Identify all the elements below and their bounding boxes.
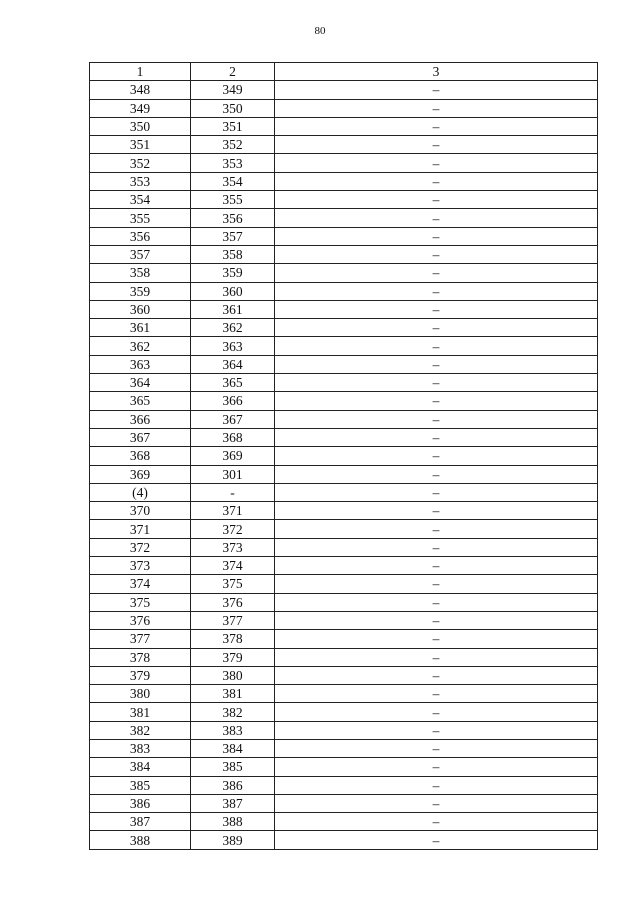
table-cell-col3: – (275, 465, 598, 483)
table-cell-col1: 353 (90, 172, 191, 190)
table-cell-col3: – (275, 136, 598, 154)
table-row (90, 776, 598, 794)
column-header-3: 3 (275, 63, 598, 81)
table-row (90, 410, 598, 428)
table-cell-col1: 369 (90, 465, 191, 483)
table-cell-col2: 372 (191, 520, 275, 538)
table-cell-col2: 364 (191, 355, 275, 373)
table-cell-col3: – (275, 209, 598, 227)
table-cell-col2: 382 (191, 703, 275, 721)
table-row (90, 264, 598, 282)
table-cell-col3: – (275, 666, 598, 684)
table-cell-col2: 363 (191, 337, 275, 355)
table-row (90, 81, 598, 99)
column-header-1: 1 (90, 63, 191, 81)
table-cell-col3: – (275, 575, 598, 593)
table-row (90, 721, 598, 739)
table-cell-col2: 380 (191, 666, 275, 684)
table-row (90, 355, 598, 373)
table-cell-col3: – (275, 172, 598, 190)
table-row (90, 300, 598, 318)
table-row (90, 447, 598, 465)
table-cell-col2: 377 (191, 611, 275, 629)
table-cell-col2: 361 (191, 300, 275, 318)
table-row (90, 813, 598, 831)
table-row (90, 703, 598, 721)
table-row (90, 794, 598, 812)
table-row (90, 502, 598, 520)
table-cell-col3: – (275, 794, 598, 812)
table-cell-col2: 366 (191, 392, 275, 410)
table-cell-col1: 388 (90, 831, 191, 849)
table-cell-col3: – (275, 355, 598, 373)
table-cell-col3: – (275, 264, 598, 282)
table-cell-col1: 357 (90, 245, 191, 263)
table-cell-col2: 358 (191, 245, 275, 263)
table-cell-col1: 348 (90, 81, 191, 99)
table-row (90, 99, 598, 117)
table-cell-col2: 369 (191, 447, 275, 465)
table-cell-col3: – (275, 721, 598, 739)
table-cell-col2: 357 (191, 227, 275, 245)
table-cell-col3: – (275, 428, 598, 446)
table-cell-col3: – (275, 739, 598, 757)
table-cell-col2: 353 (191, 154, 275, 172)
table-cell-col1: 383 (90, 739, 191, 757)
table-cell-col2: 368 (191, 428, 275, 446)
table-cell-col2: 386 (191, 776, 275, 794)
table-cell-col2: 376 (191, 593, 275, 611)
table-body (90, 81, 598, 849)
table-cell-col3: – (275, 447, 598, 465)
table-row (90, 337, 598, 355)
table-cell-col3: – (275, 813, 598, 831)
table-cell-col1: 377 (90, 630, 191, 648)
table-row (90, 630, 598, 648)
table-cell-col1: 376 (90, 611, 191, 629)
table-header (90, 63, 598, 81)
table-cell-col1: 365 (90, 392, 191, 410)
table-cell-col1: 363 (90, 355, 191, 373)
table-cell-col1: 368 (90, 447, 191, 465)
table-cell-col2: 384 (191, 739, 275, 757)
table-row (90, 611, 598, 629)
table-cell-col3: – (275, 611, 598, 629)
table-cell-col1: 374 (90, 575, 191, 593)
table-cell-col1: 364 (90, 374, 191, 392)
table-cell-col3: – (275, 758, 598, 776)
table-cell-col1: 375 (90, 593, 191, 611)
table-cell-col1: 361 (90, 319, 191, 337)
table-row (90, 154, 598, 172)
table-row (90, 557, 598, 575)
table-cell-col1: (4) (90, 483, 191, 501)
table-cell-col1: 356 (90, 227, 191, 245)
table-cell-col2: 385 (191, 758, 275, 776)
table-row (90, 483, 598, 501)
table-cell-col3: – (275, 520, 598, 538)
table-cell-col2: 354 (191, 172, 275, 190)
table-row (90, 666, 598, 684)
table-cell-col1: 360 (90, 300, 191, 318)
table-cell-col2: - (191, 483, 275, 501)
table-cell-col3: – (275, 538, 598, 556)
table-cell-col3: – (275, 703, 598, 721)
table-row (90, 172, 598, 190)
table-row (90, 739, 598, 757)
table-cell-col2: 359 (191, 264, 275, 282)
table-row (90, 758, 598, 776)
table-row (90, 428, 598, 446)
table-cell-col2: 367 (191, 410, 275, 428)
table-cell-col1: 350 (90, 117, 191, 135)
table-cell-col3: – (275, 191, 598, 209)
table-cell-col2: 362 (191, 319, 275, 337)
table-cell-col2: 383 (191, 721, 275, 739)
table-cell-col3: – (275, 81, 598, 99)
table-cell-col1: 372 (90, 538, 191, 556)
table-cell-col2: 360 (191, 282, 275, 300)
table-cell-col3: – (275, 117, 598, 135)
table-cell-col3: – (275, 557, 598, 575)
table-cell-col1: 367 (90, 428, 191, 446)
table-cell-col1: 354 (90, 191, 191, 209)
page-number: 80 (314, 25, 326, 37)
table-cell-col1: 370 (90, 502, 191, 520)
table-row (90, 392, 598, 410)
table-cell-col1: 373 (90, 557, 191, 575)
table-cell-col3: – (275, 410, 598, 428)
table-cell-col2: 355 (191, 191, 275, 209)
table-row (90, 282, 598, 300)
table-row (90, 575, 598, 593)
table-cell-col1: 382 (90, 721, 191, 739)
table-cell-col2: 387 (191, 794, 275, 812)
table-cell-col3: – (275, 99, 598, 117)
table-cell-col2: 378 (191, 630, 275, 648)
table-row (90, 538, 598, 556)
table-cell-col1: 358 (90, 264, 191, 282)
table-row (90, 374, 598, 392)
table-cell-col1: 371 (90, 520, 191, 538)
table-cell-col2: 373 (191, 538, 275, 556)
table-cell-col1: 359 (90, 282, 191, 300)
table-row (90, 245, 598, 263)
table-cell-col1: 380 (90, 685, 191, 703)
table-cell-col3: – (275, 831, 598, 849)
table-cell-col1: 352 (90, 154, 191, 172)
table-cell-col1: 378 (90, 648, 191, 666)
table-cell-col3: – (275, 319, 598, 337)
table-cell-col1: 349 (90, 99, 191, 117)
table-cell-col3: – (275, 245, 598, 263)
table-cell-col2: 379 (191, 648, 275, 666)
table-cell-col3: – (275, 685, 598, 703)
table-cell-col1: 379 (90, 666, 191, 684)
table-cell-col3: – (275, 300, 598, 318)
table-cell-col2: 374 (191, 557, 275, 575)
table-cell-col2: 375 (191, 575, 275, 593)
table-row (90, 191, 598, 209)
table-row (90, 117, 598, 135)
table-cell-col3: – (275, 337, 598, 355)
table-cell-col1: 384 (90, 758, 191, 776)
table-row (90, 831, 598, 849)
table-cell-col2: 352 (191, 136, 275, 154)
header-row (90, 63, 598, 81)
table-row (90, 520, 598, 538)
table-row (90, 465, 598, 483)
table-cell-col1: 386 (90, 794, 191, 812)
table-cell-col3: – (275, 593, 598, 611)
table-cell-col3: – (275, 374, 598, 392)
table-row (90, 136, 598, 154)
table-row (90, 593, 598, 611)
table-cell-col2: 365 (191, 374, 275, 392)
table-cell-col1: 362 (90, 337, 191, 355)
column-header-2: 2 (191, 63, 275, 81)
table-cell-col1: 355 (90, 209, 191, 227)
table-cell-col3: – (275, 502, 598, 520)
table-cell-col1: 351 (90, 136, 191, 154)
table-cell-col2: 351 (191, 117, 275, 135)
table-cell-col3: – (275, 282, 598, 300)
table-cell-col2: 371 (191, 502, 275, 520)
table-cell-col2: 381 (191, 685, 275, 703)
table-cell-col3: – (275, 630, 598, 648)
table-row (90, 319, 598, 337)
table-cell-col3: – (275, 648, 598, 666)
table-cell-col3: – (275, 483, 598, 501)
table-cell-col2: 349 (191, 81, 275, 99)
table-cell-col1: 366 (90, 410, 191, 428)
table-cell-col2: 388 (191, 813, 275, 831)
table-cell-col1: 385 (90, 776, 191, 794)
table-cell-col3: – (275, 392, 598, 410)
table-cell-col3: – (275, 154, 598, 172)
table-row (90, 227, 598, 245)
table-row (90, 209, 598, 227)
table-row (90, 685, 598, 703)
table-row (90, 648, 598, 666)
table-cell-col2: 301 (191, 465, 275, 483)
table-cell-col2: 389 (191, 831, 275, 849)
table-cell-col2: 350 (191, 99, 275, 117)
table-cell-col1: 381 (90, 703, 191, 721)
table-cell-col1: 387 (90, 813, 191, 831)
table-cell-col3: – (275, 776, 598, 794)
table-cell-col2: 356 (191, 209, 275, 227)
data-table (89, 62, 598, 850)
table-cell-col3: – (275, 227, 598, 245)
